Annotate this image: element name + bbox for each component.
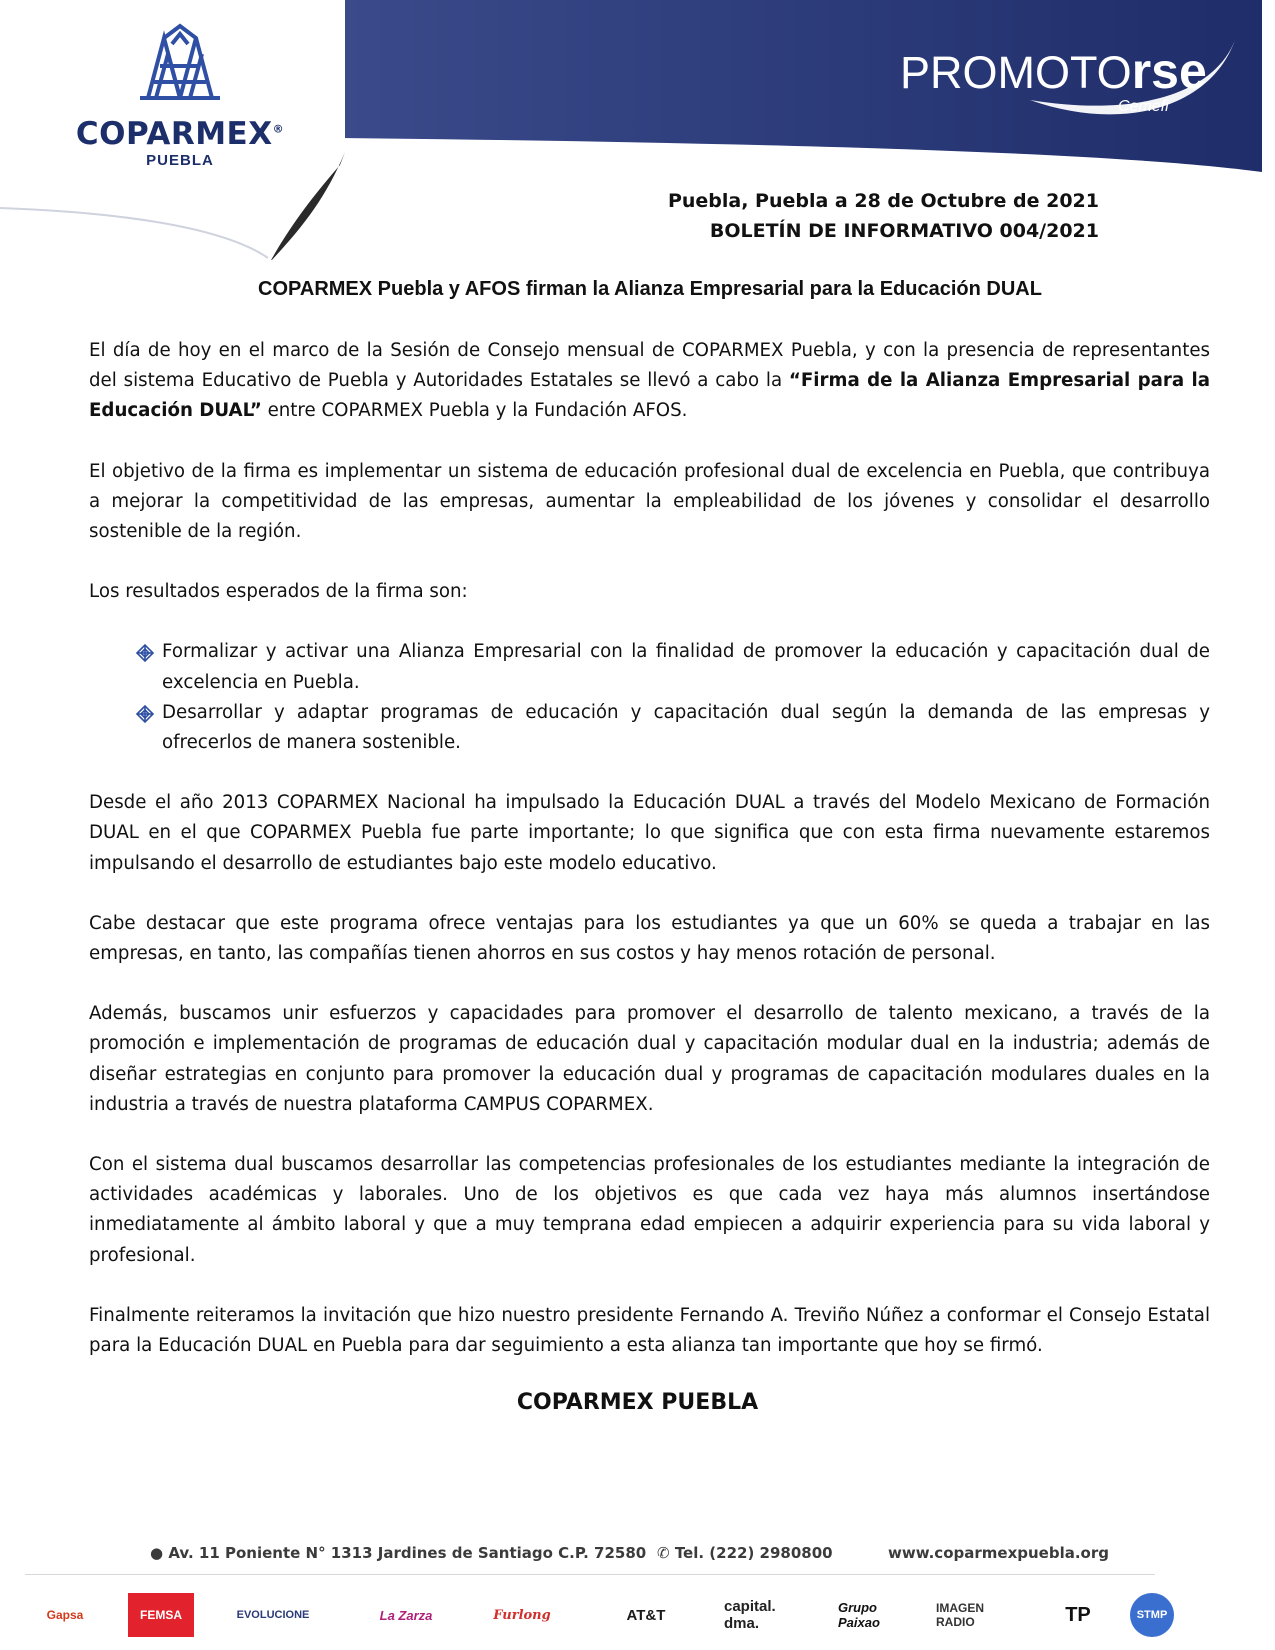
sponsor-logo-tp: TP [1065, 1603, 1091, 1626]
sponsor-logo-furlong: Furlong [493, 1607, 551, 1623]
address-text: Av. 11 Poniente N° 1313 Jardines de Santiago C.P. 72580 [168, 1544, 647, 1562]
coparmex-emblem-icon [60, 20, 300, 116]
sponsor-logo-femsa: FEMSA [128, 1593, 194, 1637]
footer-address [150, 1544, 646, 1562]
coparmex-logo-subtext: PUEBLA [146, 152, 214, 169]
coparmex-logo-text [60, 116, 300, 152]
paragraph-4: Desde el año 2013 COPARMEX Nacional ha impulsado la Educación DUAL a través del Modelo Mexicano de Formación DUAL en el que COPARMEX Puebla fue parte importante; lo que significa que con esta firma nuevamente estaremos impulsando el desarrollo de estudiantes bajo este modelo educativo. [89, 792, 1210, 874]
paragraph-2: El objetivo de la firma es implementar un sistema de educación profesional dual de excelencia en Puebla, que contribuya a mejorar la competitividad de las empresas, aumentar la empleabilidad de los jóvenes y consolidar el desarrollo sostenible de la región. [89, 460, 1210, 543]
logo-wordmark: COPARMEX [75, 116, 273, 152]
paragraph-3: Los resultados esperados de la firma son: [89, 581, 468, 603]
paragraph-1 [89, 336, 1210, 427]
sponsor-logo-att: AT&T [626, 1606, 666, 1624]
paragraph-7: Con el sistema dual buscamos desarrollar las competencias profesionales de los estudiantes mediante la integración de actividades académicas y laborales. Uno de los objetivos es que cada vez haya más alumnos insertándose inmediatamente al ámbito laboral y que a muy temprana edad empiecen a adquirir experiencia para su vida laboral y profesional. [89, 1154, 1210, 1266]
website-link[interactable]: www.coparmexpuebla.org [888, 1544, 1109, 1562]
sponsor-logo-imagen-radio: IMAGEN RADIO [936, 1601, 984, 1629]
paragraph-8: Finalmente reiteramos la invitación que hizo nuestro presidente Fernando A. Treviño Núñez a conformar el Consejo Estatal para la Educación DUAL en Puebla para dar seguimiento a esta alianza tan importante que hoy se firmó. [89, 1304, 1210, 1357]
coparmex-bullet-icon [135, 643, 155, 663]
coparmex-logo [60, 20, 300, 170]
paragraph-1-bold-text: “Firma de la Alianza Empresarial para la Educación DUAL” [89, 370, 1210, 422]
phone-text: Tel. (222) 2980800 [674, 1544, 833, 1562]
phone-icon: ✆ [657, 1544, 670, 1562]
promotorse-light-text: PROMOTO [900, 47, 1132, 98]
location-pin-icon: ● [150, 1544, 164, 1562]
bulletin-line: BOLETÍN DE INFORMATIVO 004/2021 [709, 220, 1099, 242]
promotorse-bold-text: rse [1131, 43, 1207, 99]
promotorse-wordmark [900, 42, 1207, 100]
sponsor-logo-gapsa: Gapsa [46, 1608, 84, 1622]
document-meta [668, 186, 1099, 246]
sponsor-logo-capital-dma: capital. dma. [724, 1598, 776, 1632]
sponsor-logo-la-zarza: La Zarza [379, 1607, 433, 1623]
paragraph-1-text-a: El día de hoy en el marco de la Sesión de Consejo mensual de COPARMEX Puebla, y con la presencia de representantes del sistema Educativo de Puebla y Autoridades Estatales se llevó a cabo la [89, 340, 1210, 392]
paragraph-1-text-b: entre COPARMEX Puebla y la Fundación AFOS. [261, 400, 688, 422]
coparmex-bullet-icon [135, 704, 155, 724]
footer-contact [150, 1540, 1110, 1570]
headline: COPARMEX Puebla y AFOS firman la Alianza Empresarial para la Educación DUAL [258, 278, 1042, 300]
date-line: Puebla, Puebla a 28 de Octubre de 2021 [667, 190, 1099, 212]
sponsor-logo-evolucione: EVOLUCIONE [236, 1609, 310, 1621]
footer-phone [657, 1544, 833, 1562]
list-item [89, 637, 1210, 697]
document-body [89, 336, 1210, 1391]
cemefi-text: Cemefi [1118, 98, 1169, 115]
sponsor-logos [40, 1585, 1240, 1645]
footer-divider [25, 1574, 1155, 1575]
list-item-text: Desarrollar y adaptar programas de educación y capacitación dual según la demanda de las empresas y ofrecerlos de manera sostenible. [162, 701, 1210, 754]
sponsor-logo-stmp: STMP [1130, 1593, 1174, 1637]
registered-mark: ® [272, 122, 285, 136]
list-item [89, 698, 1210, 758]
results-list [89, 637, 1210, 758]
promotorse-logo [900, 42, 1220, 132]
paragraph-5: Cabe destacar que este programa ofrece ventajas para los estudiantes ya que un 60% se queda a trabajar en las empresas, en tanto, las compañías tienen ahorros en sus costos y hay menos rotación de personal. [89, 912, 1210, 965]
footer-website[interactable] [888, 1544, 1109, 1562]
closing-signature: COPARMEX PUEBLA [516, 1390, 759, 1415]
sponsor-logo-grupo-paixao: Grupo Paixao [838, 1600, 880, 1630]
list-item-text: Formalizar y activar una Alianza Empresarial con la finalidad de promover la educación y capacitación dual de excelencia en Puebla. [162, 641, 1210, 693]
paragraph-6: Además, buscamos unir esfuerzos y capacidades para promover el desarrollo de talento mexicano, a través de la promoción e implementación de programas de educación dual y capacitación modular dual en la industria; además de diseñar estrategias en conjunto para promover la educación dual y programas de capacitación modulares duales en la industria a través de nuestra plataforma CAMPUS COPARMEX. [89, 1003, 1210, 1115]
